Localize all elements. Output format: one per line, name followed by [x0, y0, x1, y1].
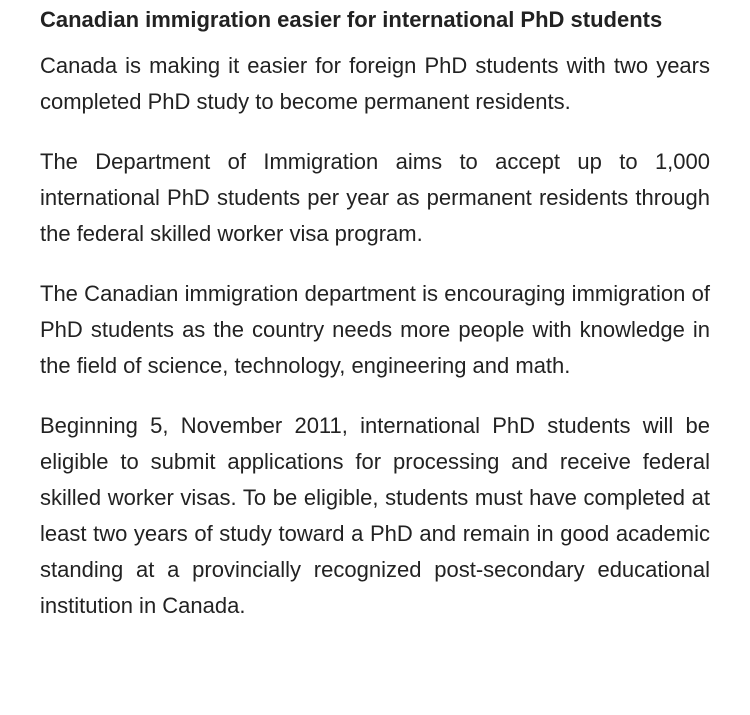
article [40, 2, 710, 648]
article-headline: Canadian immigration easier for international PhD students [40, 7, 663, 32]
article-paragraph-3: The Canadian immigration department is encouraging immigration of PhD students as the country needs more people with knowledge in the field of science, technology, engineering and math. [40, 281, 710, 378]
article-paragraph-4: Beginning 5, November 2011, international PhD students will be eligible to submit applications for processing and receive federal skilled worker visas. To be eligible, students must have completed at least two years of study toward a PhD and remain in good academic standing at a provincially recognized post-secondary educational institution in Canada. [40, 413, 710, 618]
article-paragraph-1: Canada is making it easier for foreign PhD students with two years completed PhD study to become permanent residents. [40, 53, 710, 114]
article-paragraph-2: The Department of Immigration aims to accept up to 1,000 international PhD students per year as permanent residents through the federal skilled worker visa program. [40, 149, 710, 246]
